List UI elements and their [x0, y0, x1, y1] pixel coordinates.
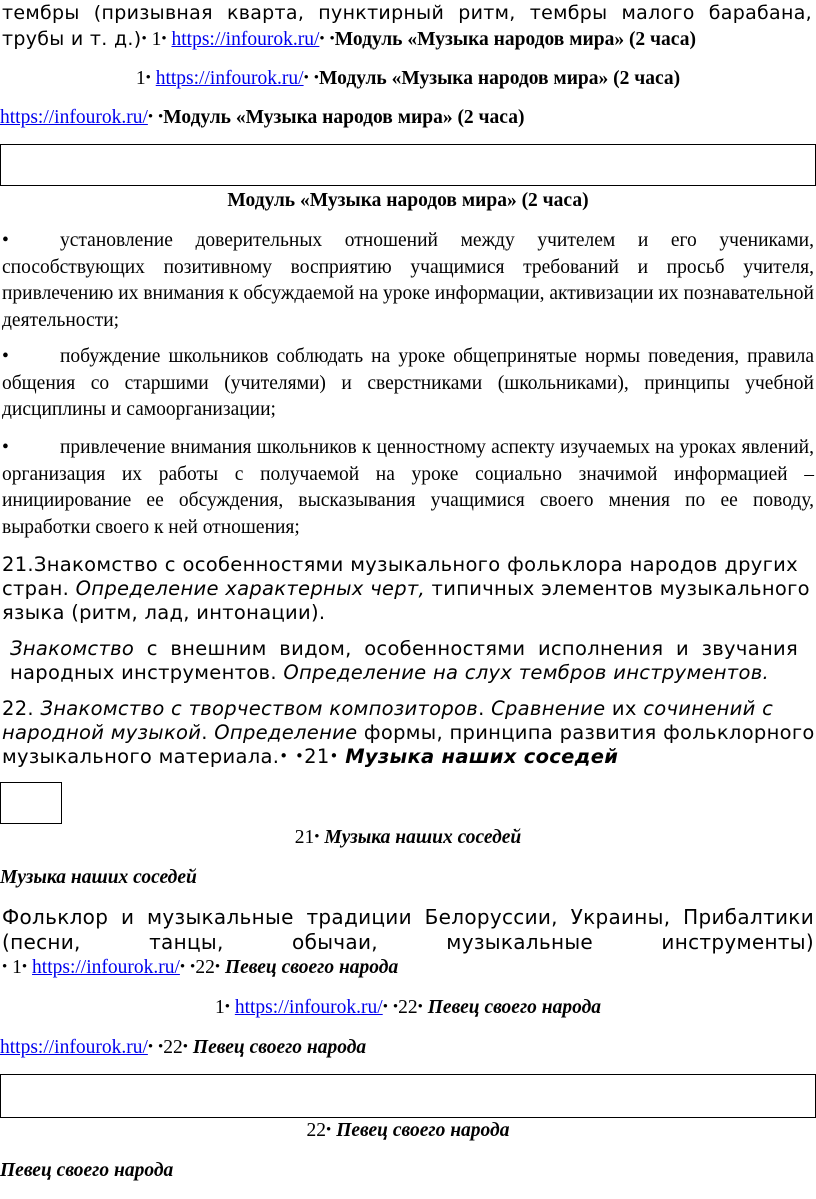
text-line: 1• https://infourok.ru/• •Модуль «Музыка народов мира» (2 часа): [135, 68, 681, 89]
section-title: Музыка наших соседей: [0, 867, 197, 888]
text-line: музыкального материала.• •21• Музыка наших соседей: [2, 745, 619, 768]
infourok-link[interactable]: https://infourok.ru/: [171, 29, 320, 50]
infourok-link[interactable]: https://infourok.ru/: [32, 957, 180, 978]
list-item: • побуждение школьников соблюдать на уроке общепринятые нормы поведения, правила общения со старшими (учителями) и сверстниками (школьниками), принципы учебной дисциплины и самоорганизации;: [2, 346, 814, 420]
text-line: 22. Знакомство с творчеством композиторов. Сравнение их сочинений с: [2, 697, 774, 720]
text-line: языка (ритм, лад, интонации).: [2, 601, 326, 624]
infourok-link[interactable]: https://infourok.ru/: [234, 997, 383, 1018]
list-item: • установление доверительных отношений между учителем и его учениками, способствующих позитивному восприятию учащимися требований и просьб учителя, привлечению их внимания к обсуждаемой на уроке информации, активизации их познавательной деятельности;: [2, 230, 814, 331]
empty-frame: [0, 1074, 816, 1118]
text-line: https://infourok.ru/• •22• Певец своего народа: [0, 1037, 367, 1058]
text-line: Знакомство с внешним видом, особенностями исполнения и звучания: [10, 637, 798, 660]
text-line: 21• Музыка наших соседей: [294, 827, 522, 848]
text-line: Фольклор и музыкальные традиции Белоруссии, Украины, Прибалтики: [2, 905, 814, 929]
list-item: • привлечение внимания школьников к ценностному аспекту изучаемых на уроках явлений, организация их работы с получаемой на уроке социально значимой информацией – инициирование ее обсуждения, высказывания учащимися своего мнения по ее поводу, выработки своего к ней отношения;: [2, 437, 814, 538]
empty-frame: [0, 782, 62, 824]
text-line: народной музыкой. Определение формы, принципа развития фольклорного: [2, 721, 815, 744]
empty-frame: [0, 144, 816, 186]
text-line: 22• Певец своего народа: [306, 1120, 510, 1141]
text-line: стран. Определение характерных черт, типичных элементов музыкального: [2, 577, 810, 600]
section-title: Певец своего народа: [0, 1160, 174, 1181]
text-line: (песни, танцы, обычаи, музыкальные инструменты): [2, 930, 814, 954]
infourok-link[interactable]: https://infourok.ru/: [0, 107, 148, 128]
text-line: • 1• https://infourok.ru/• •22• Певец своего народа: [2, 957, 399, 978]
text-line: народных инструментов. Определение на слух тембров инструментов.: [10, 661, 769, 684]
text-line: тембры (призывная кварта, пунктирный ритм, тембры малого барабана,: [2, 2, 812, 24]
text-line: 21.Знакомство с особенностями музыкального фольклора народов других: [2, 553, 798, 576]
text-line: 1• https://infourok.ru/• •22• Певец своего народа: [214, 997, 602, 1018]
infourok-link[interactable]: https://infourok.ru/: [0, 1037, 148, 1058]
text-line: https://infourok.ru/• •Модуль «Музыка народов мира» (2 часа): [0, 107, 525, 128]
infourok-link[interactable]: https://infourok.ru/: [155, 68, 304, 89]
module-heading: Модуль «Музыка народов мира» (2 часа): [227, 190, 589, 211]
text-line: трубы и т. д.)• 1• https://infourok.ru/• •Модуль «Музыка народов мира» (2 часа): [2, 28, 696, 50]
